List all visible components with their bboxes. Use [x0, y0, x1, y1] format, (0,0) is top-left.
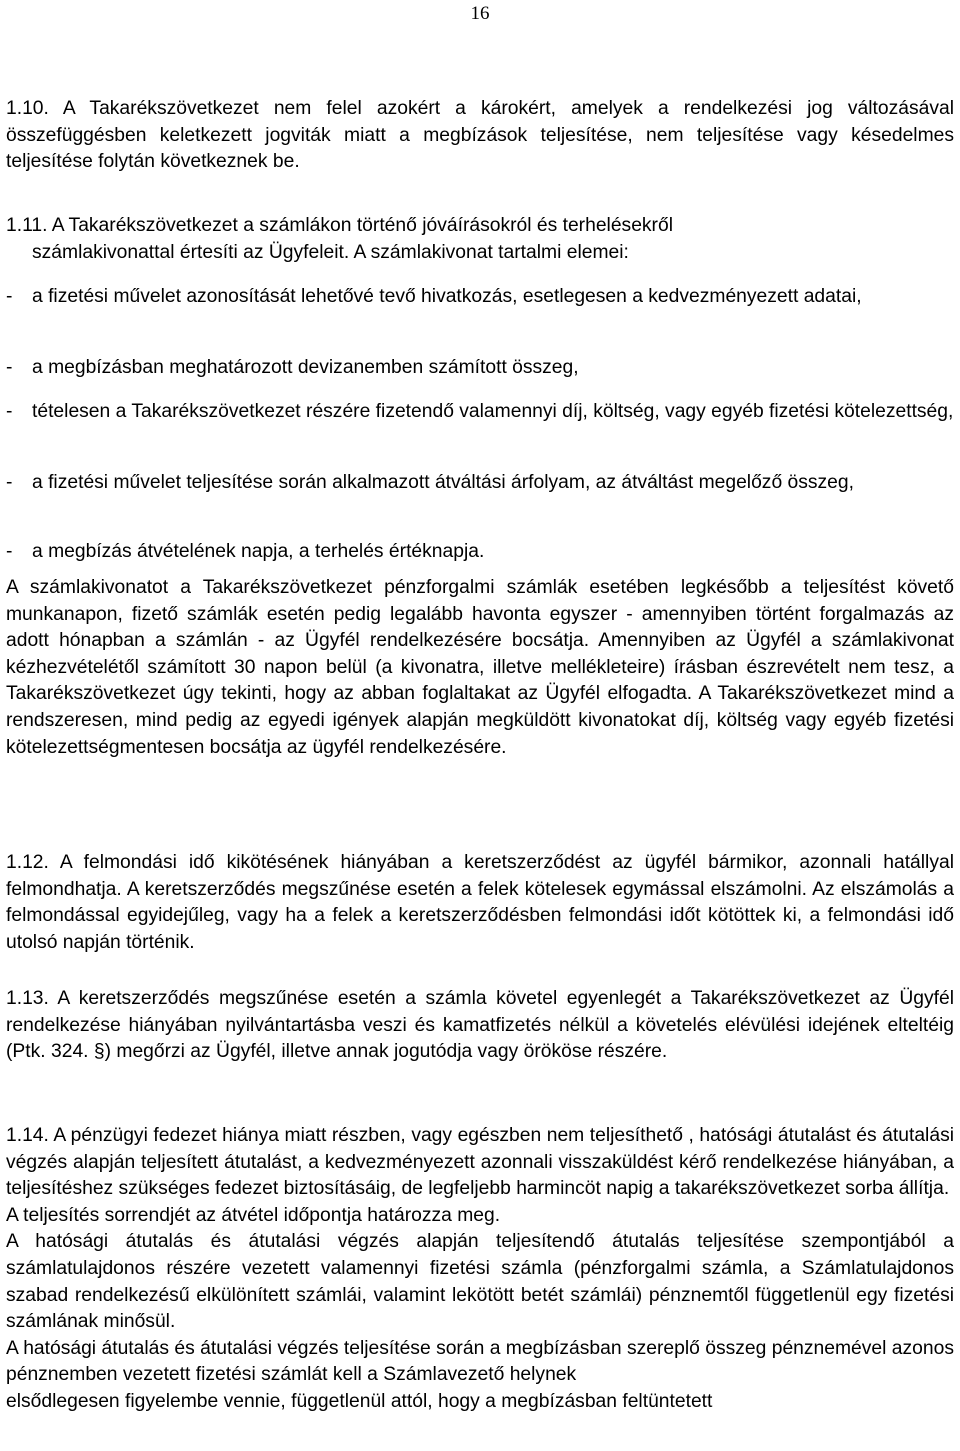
section-1-11-intro: számlakivonattal értesíti az Ügyfeleit. A számlakivonat tartalmi elemei: [32, 241, 629, 263]
section-1-14-text: 1.14. A pénzügyi fedezet hiánya miatt részben, vagy egészben nem teljesíthető , hatósági átutalást és átutalási végzés alapján teljesített átutalást, a kedvezményezett azonnali visszaküldést kérő rendelkezése hiányában, a teljesítéshez szükséges fedezet biztosításáig, de legfeljebb harmincöt napig a takarékszövetkezet sorba állítja. [6, 1125, 954, 1200]
section-1-14-currency: A hatósági átutalás és átutalási végzés teljesítése során a megbízásban szereplő összeg pénznemével azonos pénznemben vezetett fizetési számlát kell a Számlavezető helynek [6, 1337, 954, 1386]
statement-paragraph: A számlakivonatot a Takarékszövetkezet pénzforgalmi számlák esetében legkésőbb a teljesítést követő munkanapon, fizető számlák esetén pedig legalább havonta egyszer - amennyiben történt forgalmazás az adott hónapban a számlán - az Ügyfél rendelkezésére bocsátja. Amennyiben az Ügyfél a számlakivonat kézhezvételétől számított 30 napon belül (a kivonatra, illetve mellékleteire) írásban észrevételt nem tesz, a Takarékszövetkezet úgy tekinti, hogy az abban foglaltakat az Ügyfél elfogadta. A Takarékszövetkezet mind a rendszeresen, mind pedig az egyedi igények alapján megküldött kivonatokat díj, költség vagy egyéb fizetési kötelezettségmentesen bocsátja az ügyfél rendelkezésére. [6, 577, 954, 758]
list-dash: - [6, 401, 13, 422]
section-1-10-paragraph: 1.10. A Takarékszövetkezet nem felel azokért a károkért, amelyek a rendelkezési jog változásával összefüggésben keletkezett jogviták miatt a megbízások teljesítése, nem teljesítése vagy késedelmes teljesítése folytán következnek be. [6, 98, 954, 173]
section-1-12-paragraph: 1.12. A felmondási idő kikötésének hiányában a keretszerződést az ügyfél bármikor, azonnali hatállyal felmondhatja. A keretszerződés megszűnése esetén a felek kötelesek egymással elszámolni. Az elszámolás a felmondással egyidejűleg, vagy ha a felek a keretszerződésben felmondási időt kötöttek ki, a felmondási idő utolsó napján történik. [6, 852, 954, 953]
section-1-14-paragraph [6, 1123, 954, 1416]
list-dash: - [6, 472, 13, 493]
list-item [6, 355, 954, 382]
list-item [6, 470, 954, 497]
section-1-11-heading: 1.11. A Takarékszövetkezet a számlákon történő jóváírásokról és terhelésekről [6, 215, 673, 236]
list-dash: - [6, 286, 13, 307]
list-item-text: a megbízásban meghatározott devizanemben számított összeg, [32, 357, 579, 378]
list-dash: - [6, 357, 13, 378]
list-item-text: a fizetési művelet azonosítását lehetővé tevő hivatkozás, esetlegesen a kedvezményezett adatai, [32, 286, 862, 307]
list-item-text: tételesen a Takarékszövetkezet részére fizetendő valamennyi díj, költség, vagy egyéb fizetési kötelezettség, [32, 401, 954, 422]
list-item [6, 399, 954, 426]
list-item-text: a fizetési művelet teljesítése során alkalmazott átváltási árfolyam, az átváltást megelőző összeg, [32, 472, 854, 493]
section-1-13-paragraph: 1.13. A keretszerződés megszűnése esetén a számla követel egyenlegét a Takarékszövetkezet az Ügyfél rendelkezése hiányában nyilvántartásba veszi és kamatfizetés nélkül a követelés elévülési idejének elteltéig (Ptk. 324. §) megőrzi az Ügyfél, illetve annak jogutódja vagy örököse részére. [6, 988, 954, 1063]
list-dash: - [6, 541, 13, 562]
list-item-text: a megbízás átvételének napja, a terhelés értéknapja. [32, 541, 485, 562]
section-1-11-paragraph [6, 213, 954, 266]
section-1-14-accounts: A hatósági átutalás és átutalási végzés alapján teljesítendő átutalás teljesítése szempontjából a számlatulajdonos részére vezetett valamennyi fizetési számla (pénzforgalmi számla, a Számlatulajdonos szabad rendelkezésű elkülönített számlái, valamint lekötött betét számlái) pénznemtől függetlenül egy fizetési számlának minősül. [6, 1231, 954, 1333]
list-item [6, 539, 954, 566]
list-item [6, 284, 954, 311]
section-1-14-order: A teljesítés sorrendjét az átvétel időpontja határozza meg. [6, 1204, 501, 1226]
page-number: 16 [470, 3, 490, 24]
section-1-14-continued: elsődlegesen figyelembe vennie, függetlenül attól, hogy a megbízásban feltüntetett [6, 1390, 713, 1412]
